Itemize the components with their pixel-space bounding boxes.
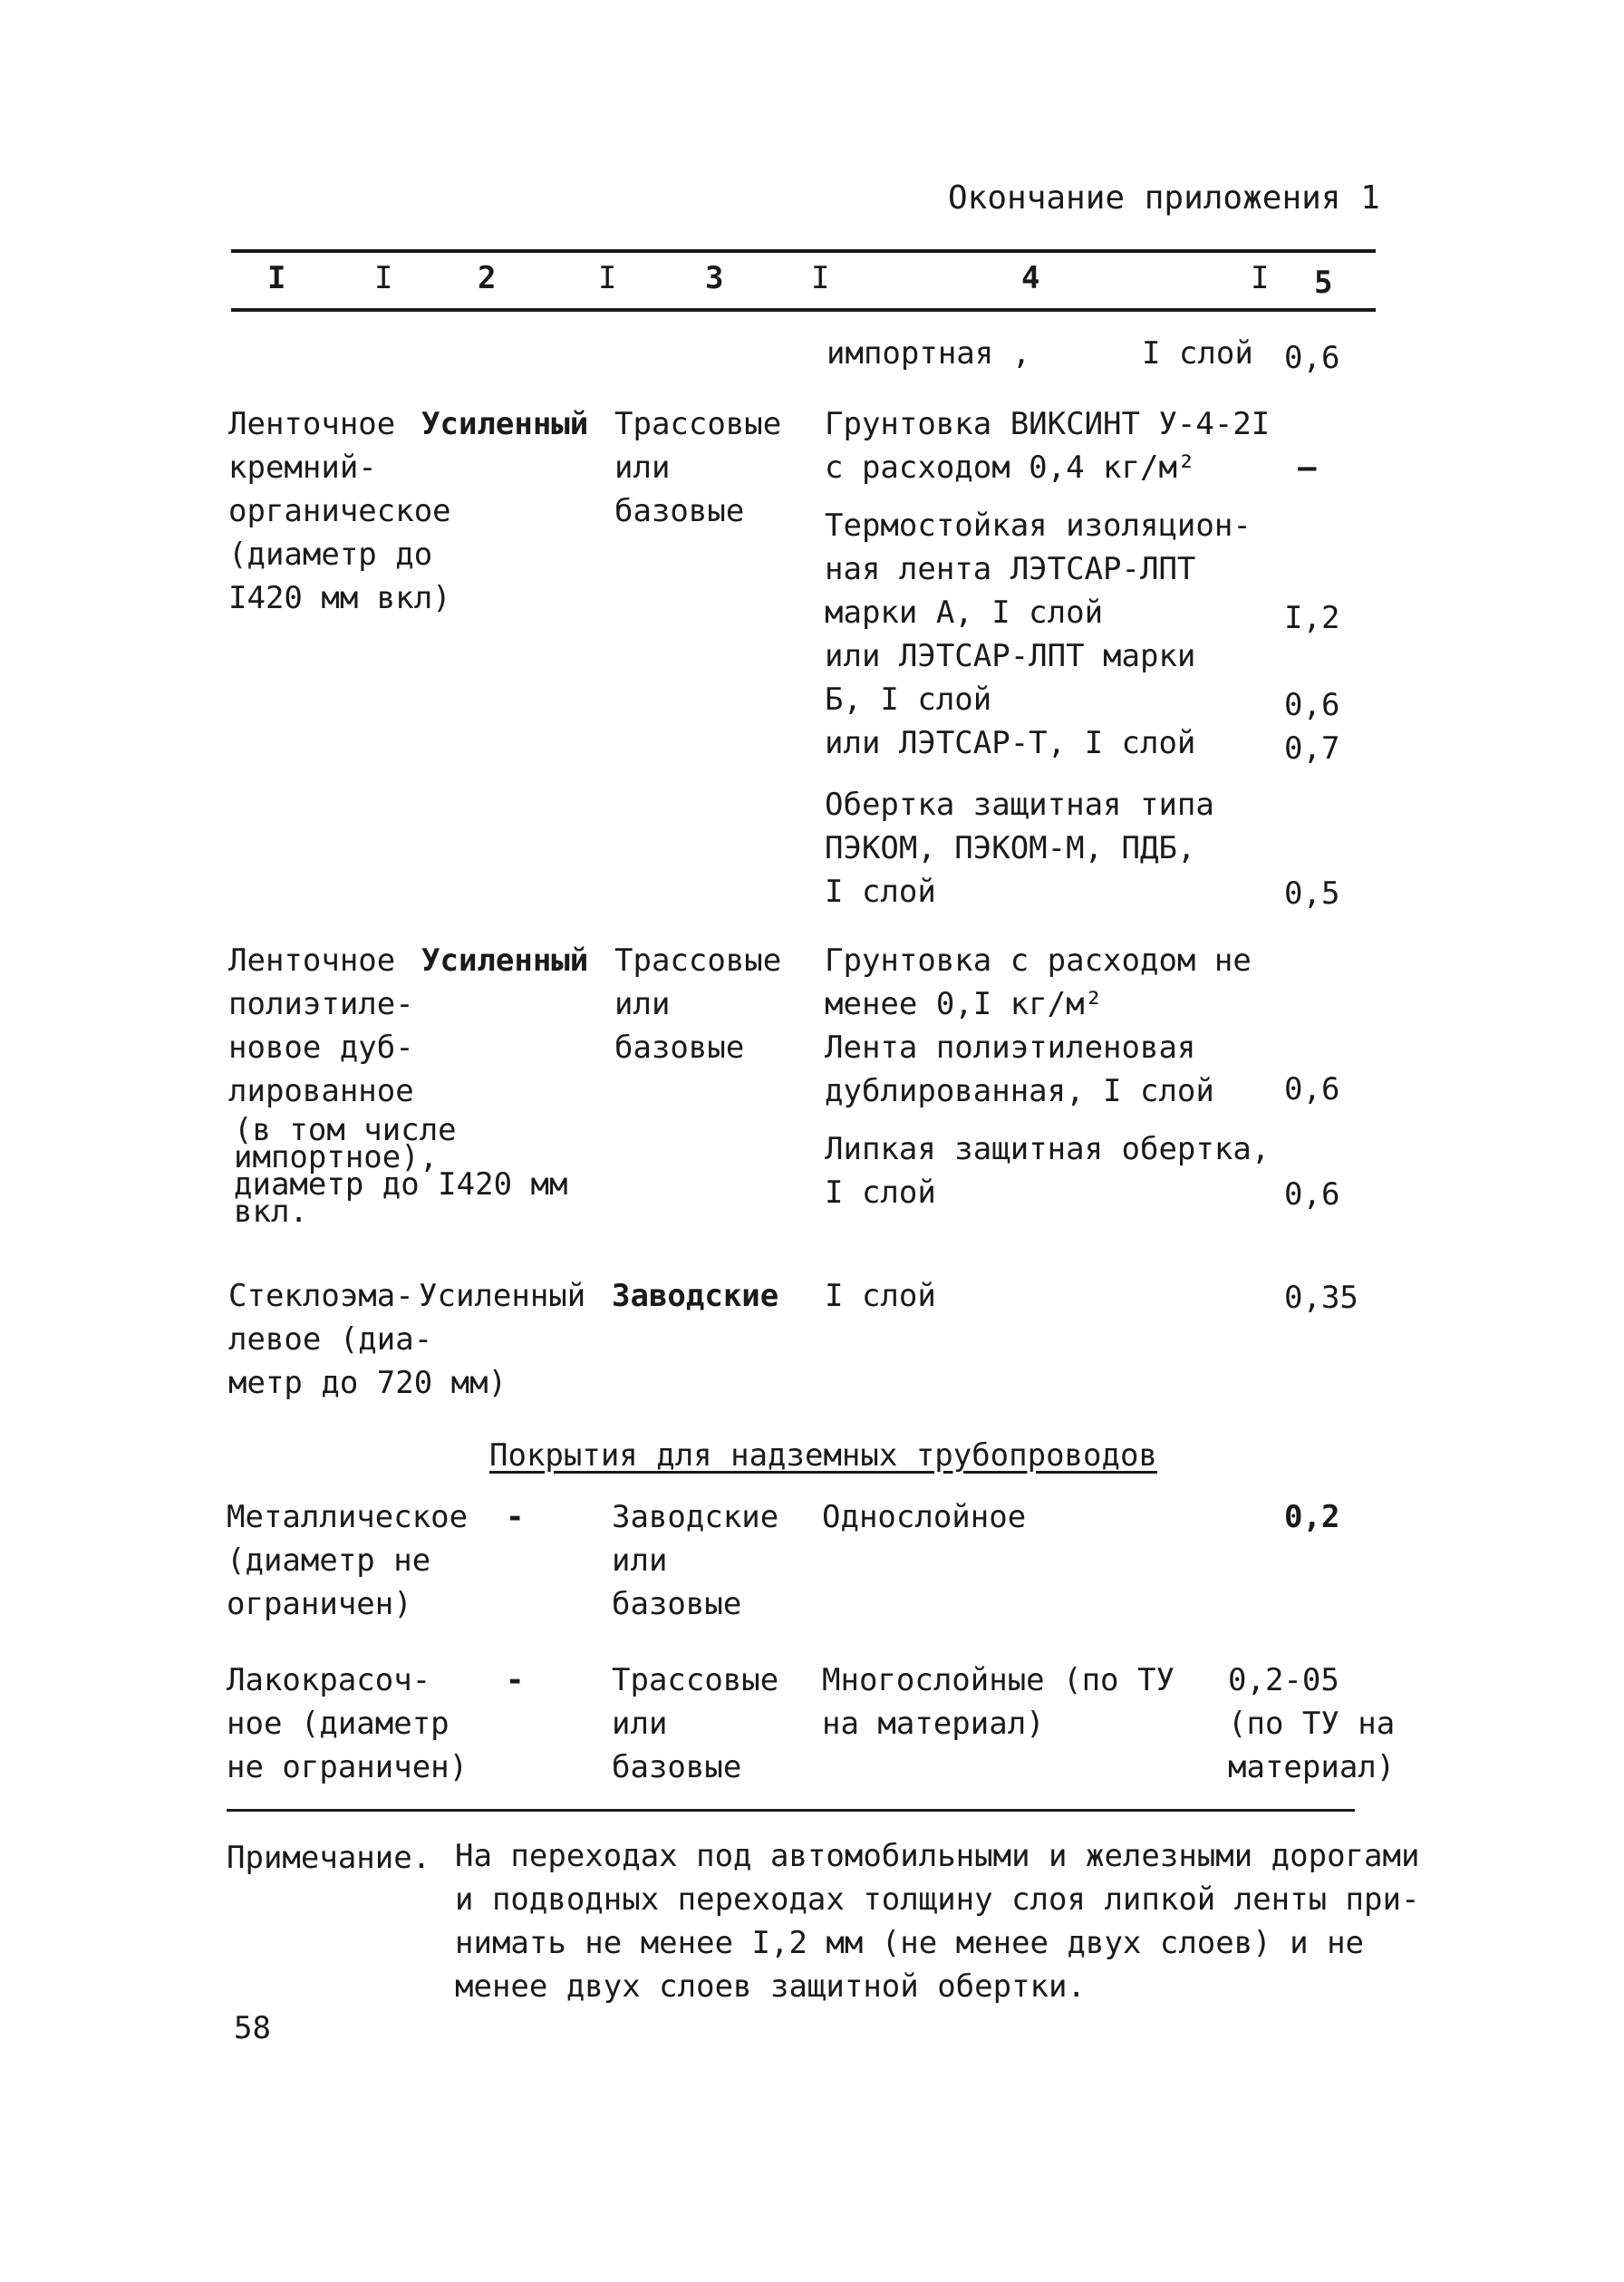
above-row2-conditions: Трассовые или базовые <box>612 1662 779 1785</box>
row1-wrap-value: 0,5 <box>1284 875 1340 912</box>
column-separator: I <box>374 260 393 296</box>
row1-coating-type: Ленточное кремний- органическое (диаметр до I420 мм вкл) <box>228 406 451 616</box>
above-row1-conditions: Заводские или базовые <box>612 1499 779 1622</box>
row2-coating-class: Усиленный <box>421 943 589 979</box>
row2-conditions: Трассовые или базовые <box>614 943 782 1066</box>
page-number: 58 <box>234 2010 271 2046</box>
row1-primer-value: – <box>1298 450 1317 486</box>
row2-primer-and-tape: Грунтовка с расходом не менее 0,I кг/м² Лента полиэтиленовая дублированная, I слой <box>825 943 1252 1109</box>
row1-coating-class: Усиленный <box>421 406 589 442</box>
above-row2-value: 0,2-05 (по ТУ на материал) <box>1228 1662 1396 1785</box>
page-title: Окончание приложения 1 <box>948 179 1380 217</box>
above-row1-value: 0,2 <box>1284 1499 1340 1535</box>
row1-tape: Термостойкая изоляцион- ная лента ЛЭТСАР-ЛПТ марки А, I слой или ЛЭТСАР-ЛПТ марки Б, I слой или ЛЭТСАР-Т, I слой <box>825 508 1252 761</box>
row1-conditions: Трассовые или базовые <box>614 406 782 529</box>
column-header-4: 4 <box>1021 260 1040 296</box>
row3-layers: I слой <box>825 1278 936 1314</box>
row3-coating-class: Усиленный <box>419 1278 586 1314</box>
above-row2-layers: Многослойные (по ТУ на материал) <box>822 1662 1174 1742</box>
row1-wrap: Обертка защитная типа ПЭКОМ, ПЭКОМ-М, ПДБ, I слой <box>825 787 1214 910</box>
column-header-3: 3 <box>705 260 724 296</box>
above-row2-coating-class: - <box>506 1662 525 1698</box>
above-row1-coating-class: - <box>506 1499 525 1535</box>
row1-primer: Грунтовка ВИКСИНТ У-4-2I с расходом 0,4 кг/м² <box>825 406 1271 486</box>
note-text: На переходах под автомобильными и железными дорогами и подводных переходах толщину слоя липкой ленты при- нимать не менее I,2 мм (не менее двух слоев) и не менее двух слоев защитной обертки. <box>455 1838 1420 2005</box>
row2-tape-value: 0,6 <box>1284 1071 1340 1107</box>
section-title: Покрытия для надземных трубопроводов <box>489 1437 1157 1474</box>
column-header-1: I <box>267 260 286 296</box>
column-separator: I <box>598 260 617 296</box>
continuation-value: 0,6 <box>1284 340 1340 376</box>
table-bottom-rule <box>227 1809 1355 1812</box>
row2-coating-type: Ленточное полиэтиле- новое дуб- лированное <box>228 943 414 1109</box>
column-separator: I <box>1251 260 1270 296</box>
continuation-text: импортная , <box>826 335 1031 372</box>
continuation-layer: I слой <box>1142 335 1253 372</box>
row3-value: 0,35 <box>1284 1280 1358 1316</box>
note-label: Примечание. <box>227 1840 431 1876</box>
column-header-2: 2 <box>478 260 497 296</box>
row3-coating-type: Стеклоэма- левое (диа- метр до 720 мм) <box>228 1278 508 1401</box>
above-row1-layers: Однослойное <box>822 1499 1027 1535</box>
row2-wrap: Липкая защитная обертка, I слой <box>825 1131 1271 1211</box>
row1-tape-value-c: 0,7 <box>1284 730 1340 767</box>
table-top-rule <box>231 249 1376 253</box>
row2-wrap-value: 0,6 <box>1284 1176 1340 1213</box>
above-row2-coating-type: Лакокрасоч- ное (диаметр не ограничен) <box>227 1662 469 1785</box>
above-row1-coating-type: Металлическое (диаметр не ограничен) <box>227 1499 469 1622</box>
row1-tape-value-a: I,2 <box>1284 600 1340 636</box>
column-header-5: 5 <box>1314 265 1333 301</box>
column-separator: I <box>811 260 830 296</box>
row2-coating-type-note: (в том числе импортное), диаметр до I420 мм вкл. <box>234 1112 568 1230</box>
row1-tape-value-b: 0,6 <box>1284 687 1340 723</box>
row3-conditions: Заводские <box>612 1278 779 1314</box>
table-header-rule <box>231 308 1376 312</box>
